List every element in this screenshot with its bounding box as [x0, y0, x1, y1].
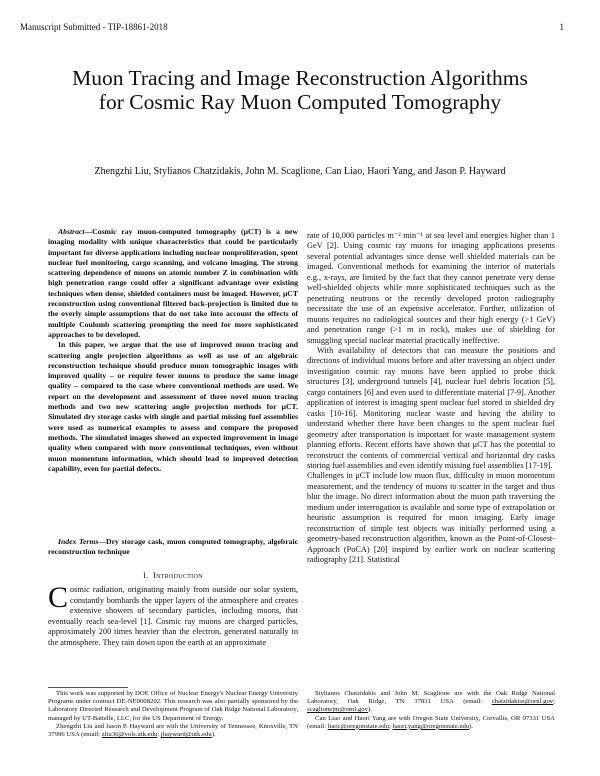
right-paragraph-3: Challenges in μCT include low muon flux, difficulty in muon momentum measurement, and the tendency of muons to scatter in the target and thus blur the image. No direct information about the muon path traversing the medium under interrogation is available and some type of extrapolation or heuristic assumption is required for muon imaging. Early image reconstruction of simple test objects was initially performed using a geometry-based reconstruction algorithm, known as the Point-of-Closest-Approach (PoCA) [20] inspired by earlier work on nuclear scattering radiography [21]. Statistical — [307, 471, 555, 565]
email-link[interactable]: haori.yang@oregonstate.edu — [392, 722, 470, 730]
footnotes-left — [48, 690, 298, 739]
footnote-text: Zhengzhi Liu and Jason P. Hayward are with the University of Tennessee, Knoxville, TN 37996 USA (email: — [48, 722, 298, 739]
abstract-label: Abstract — [58, 227, 85, 236]
email-link[interactable]: liaoc@oregonstate.edu — [327, 722, 389, 730]
email-link[interactable]: zliu36@vols.utk.edu — [101, 731, 158, 739]
footnote-affiliation-osu — [307, 715, 555, 731]
footnote-funding: This work was supported by DOE Office of Nuclear Energy's Nuclear Energy University Programs under contract DE-NE0008292. This research was also partially sponsored by the Laboratory Directed Research and Development Program of Oak Ridge National Laboratory, managed by UT-Battelle, LLC, for the US Department of Energy. — [48, 690, 298, 722]
abstract-paragraph-2: In this paper, we argue that the use of improved muon tracing and scattering angle projection algorithms as well as use of an algebraic reconstruction technique should produce muon tomographic images with improved quality – or require fewer muons to produce the same image quality – compared to the case where conventional methods are used. We report on the development and assessment of three novel muon tracing methods and two new scattering angle projection methods for μCT. Simulated dry storage casks with single and partial missing fuel assemblies were used as numerical examples to assess and compare the proposed methods. The simulated images showed an expected improvement in image quality when compared with more conventional techniques, even without muon momentum information, which should lead to improved detection capability, even for partial defects. — [48, 340, 298, 473]
footnote-sep: ; — [157, 731, 161, 739]
section-heading — [48, 571, 298, 580]
email-link[interactable]: jhayward@utk.edu — [160, 731, 212, 739]
email-link[interactable]: chatzidakiss@ornl.gov — [491, 698, 554, 706]
index-terms-label: Index Terms — [58, 537, 99, 546]
footnote-sep: ; — [388, 722, 393, 730]
author-list: Zhengzhi Liu, Stylianos Chatzidakis, John M. Scaglione, Can Liao, Haori Yang, and Jason P. Hayward — [94, 166, 506, 177]
index-terms — [48, 537, 298, 558]
index-terms-text: —Dry storage cask, muon computed tomography, algebraic reconstruction technique — [48, 537, 299, 557]
running-header: Manuscript Submitted - TIP-18861-2018 — [20, 22, 168, 32]
footnote-sep: ; — [553, 698, 555, 706]
footnote-text: Can Liao and Haori Yang are with Oregon State University, Corvallis, OR 97331 USA (email: — [307, 714, 555, 730]
footnote-affiliation-ornl — [307, 690, 555, 715]
right-column-body — [307, 231, 555, 566]
footnote-end: ). — [211, 731, 216, 739]
footnote-rule — [48, 687, 128, 688]
section-title: Introduction — [153, 571, 203, 580]
introduction-text — [48, 581, 298, 648]
right-paragraph-1: rate of 10,000 particles m⁻² min⁻¹ at sea level and energies higher than 1 GeV [2]. Using cosmic ray muons for imaging applications presents several potential advantages since dense well shielded materials can be imaged. Conventional methods for examining the interior of materials e.g., x-rays, are limited by the fact that they cannot penetrate very dense well-shielded objects while more sophisticated techniques such as the penetrating neutrons or the recently developed proton radiography necessitate the use of an expensive accelerator. Further, utilization of muons requires no radiological sources and their high energy (>1 GeV) and penetration range (>1 m in rock), makes use of shielding for smuggling special nuclear material practically ineffective. — [307, 231, 555, 345]
paper-title: Muon Tracing and Image Reconstruction Algorithms for Cosmic Ray Muon Computed Tomography — [72, 66, 528, 114]
email-link[interactable]: scaglionejm@ornl.gov — [307, 706, 368, 714]
abstract-text-1: —Cosmic ray muon-computed tomography (μCT) is a new imaging modality with unique characteristics that could be particularly important for diverse applications including nuclear nonproliferation, spent nuclear fuel monitoring, cargo scanning, and volcano imaging. The strong scattering dependence of muons on atomic number Z in combination with high penetration range could offer a significant advantage over existing techniques when dense, shielded containers must be imaged. However, μCT reconstruction using conventional filtered back-projection is limited due to the overly simple assumptions that do not take into account the effects of multiple Coulomb scattering prompting the need for more sophisticated approaches to be developed. — [48, 227, 298, 339]
abstract — [48, 227, 298, 474]
right-paragraph-2: With availability of detectors that can measure the positions and directions of individual muons before and after traversing an object under investigation cosmic ray muons have been applied to probe thick structures [3], underground tunnels [4], nuclear fuel debris location [5], cargo containers [6] and even used to differentiate material [7-9]. Another application of interest is imaging spent nuclear fuel stored in shielded dry casks [10-16]. Monitoring nuclear waste and having the ability to understand whether there have been changes to the spent nuclear fuel geometry after transportation is important for waste management system planning efforts. Recent efforts have shown that μCT has the potential to reconstruct the contents of commercial vertical and horizontal dry casks storing fuel assemblies and even identify missing fuel assemblies [17-19]. — [307, 345, 555, 470]
abstract-paragraph-1 — [48, 227, 298, 340]
footnote-end: ). — [469, 722, 474, 730]
footnote-affiliation-utk — [48, 723, 298, 739]
footnote-text: Stylianos Chatzidakis and John M. Scaglione are with the Oak Ridge National Laboratory, Oak Ridge, TN 37831 USA (email: — [307, 690, 555, 706]
introduction-paragraph: osmic radiation, originating mainly from outside our solar system, constantly bombards the upper layers of the atmosphere and creates extensive showers of secondary particles, including muons, that eventually reach sea-level [1]. Cosmic ray muons are charged particles, approximately 200 times heavier than the electron, generated naturally in the atmosphere. They rain down upon the earth at an approximate — [48, 585, 298, 647]
footnotes-right — [307, 690, 555, 731]
drop-cap: C — [48, 581, 69, 614]
section-number: I. — [143, 571, 149, 580]
footnote-end: ). — [367, 706, 372, 714]
page-number: 1 — [559, 22, 564, 32]
